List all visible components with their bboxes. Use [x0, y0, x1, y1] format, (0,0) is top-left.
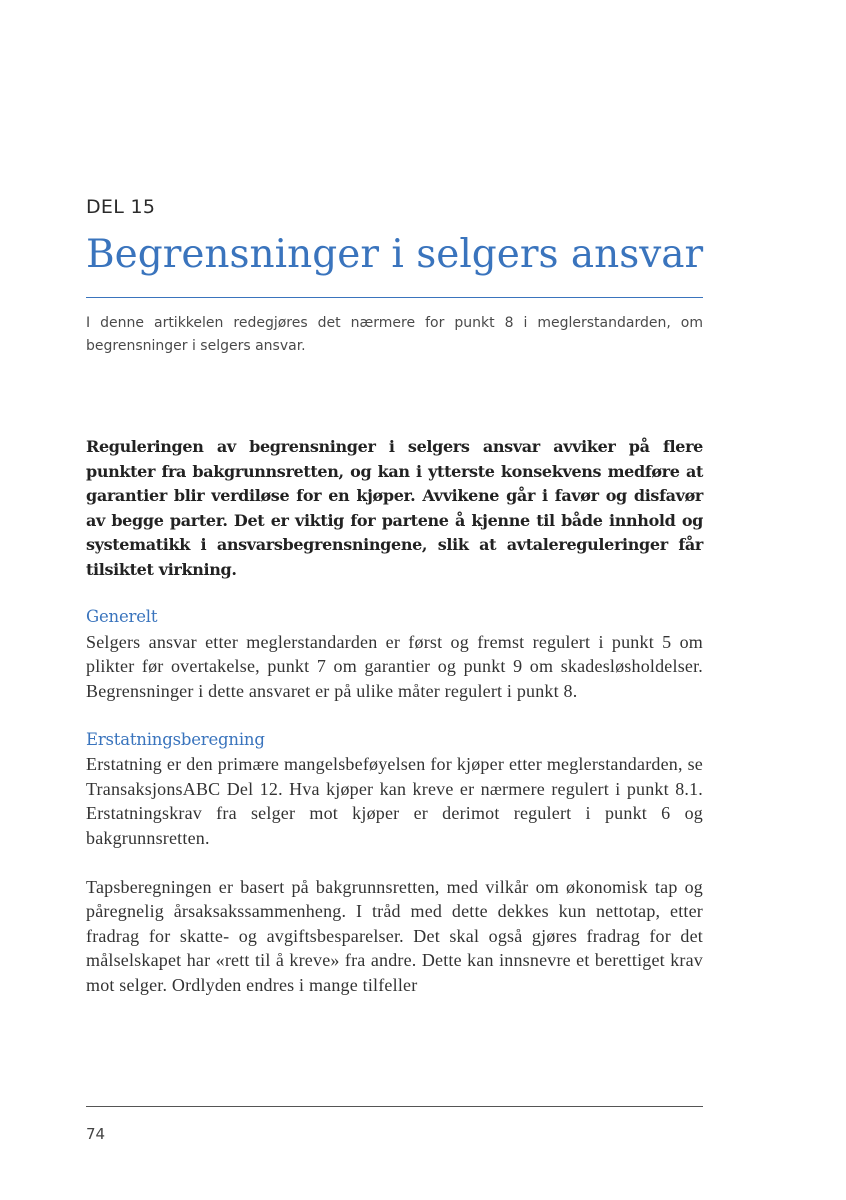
page-title: Begrensninger i selgers ansvar: [86, 232, 704, 277]
document-page: [86, 0, 703, 1200]
article-body: [86, 605, 703, 1022]
section-paragraph: Tapsberegningen er basert på bakgrunnsretten, med vilkår om økonomisk tap og påregnelig årsaksakssammenheng. I tråd med dette dekkes kun nettotap, etter fradrag for skatte- og avgiftsbesparelser. Det skal også gjøres fradrag for det målselskapet har «rett til å kreve» fra andre. Dette kan innsnevre et berettiget krav mot selger. Ordlyden endres i mange tilfeller: [86, 876, 703, 995]
section-paragraph: Selgers ansvar etter meglerstandarden er først og fremst regulert i punkt 5 om plikter før overtakelse, punkt 7 om garantier og punkt 9 om skadesløsholdelser. Begrensninger i dette ansvaret er på ulike måter regulert i punkt 8.: [86, 631, 703, 701]
part-label: DEL 15: [86, 196, 156, 218]
page-number: 74: [86, 1125, 106, 1143]
intro-paragraph: Reguleringen av begrensninger i selgers ansvar avviker på flere punkter fra bakgrunnsretten, og kan i ytterste konsekvens medføre at garantier blir verdiløse for en kjøper. Avvikene går i favør og disfavør av begge parter. Det er viktig for partene å kjenne til både innhold og systematikk i ansvarsbegrensningene, slik at avtalereguleringer får tilsiktet virkning.: [86, 437, 703, 579]
footer-divider: [86, 1106, 703, 1107]
lede-text: I denne artikkelen redegjøres det nærmere for punkt 8 i meglerstandarden, om begrensninger i selgers ansvar.: [86, 315, 703, 354]
section-heading-erstatningsberegning: Erstatningsberegning: [86, 729, 265, 749]
title-divider: [86, 297, 703, 298]
section-heading-generelt: Generelt: [86, 607, 158, 626]
section-paragraph: Erstatning er den primære mangelsbeføyelsen for kjøper etter meglerstandarden, se TransaksjonsABC Del 12. Hva kjøper kan kreve er nærmere regulert i punkt 8.1. Erstatningskrav fra selger mot kjøper er derimot regulert i punkt 6 og bakgrunnsretten.: [86, 754, 703, 848]
